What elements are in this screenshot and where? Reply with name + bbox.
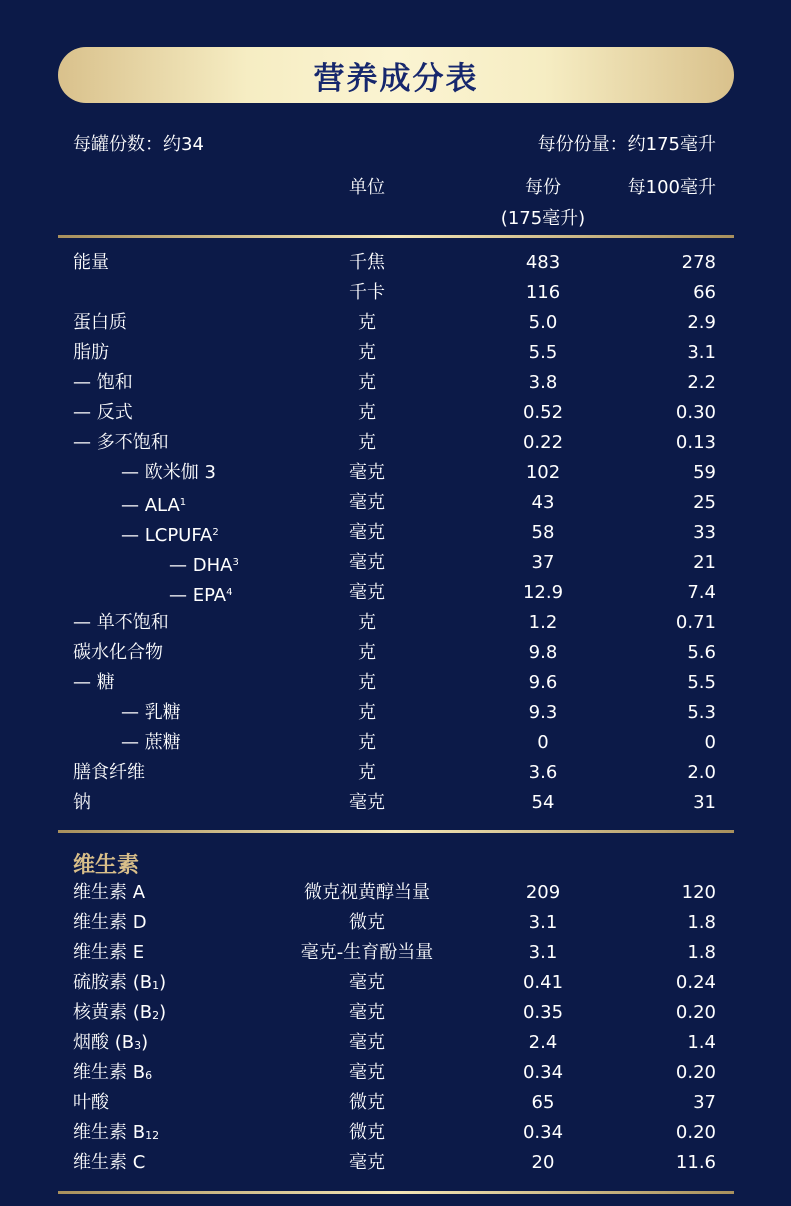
unit-cell: 千卡 xyxy=(349,282,385,303)
nutrient-name xyxy=(121,488,186,521)
nutrient-name xyxy=(73,998,166,1031)
nutrient-name-text: 维生素 D xyxy=(73,912,147,933)
header-per-serving: 每份 xyxy=(525,177,561,198)
nutrient-name xyxy=(73,908,147,938)
nutrient-name-text: — DHA xyxy=(169,555,233,576)
nutrient-name xyxy=(73,1088,109,1118)
nutrient-name-text: — EPA xyxy=(169,585,227,606)
per-100ml-cell: 11.6 xyxy=(675,1152,716,1173)
per-100ml-cell: 0.13 xyxy=(675,432,716,453)
unit-cell: 毫克 xyxy=(349,552,385,573)
nutrient-name xyxy=(121,518,219,551)
per-100ml-cell: 31 xyxy=(693,792,716,813)
servings-per-can: 每罐份数：约34 xyxy=(73,134,204,155)
per-serving-cell: 12.9 xyxy=(522,582,564,603)
vitamin-subscript: 3 xyxy=(134,1039,142,1052)
nutrient-name-text: — 糖 xyxy=(73,672,115,693)
per-100ml-cell: 66 xyxy=(693,282,716,303)
header-unit: 单位 xyxy=(349,177,385,198)
unit-cell: 毫克-生育酚当量 xyxy=(300,942,434,963)
per-serving-cell: 209 xyxy=(525,882,561,903)
vitamin-row xyxy=(0,1088,791,1118)
unit-cell: 毫克 xyxy=(349,1152,385,1173)
per-100ml-cell: 25 xyxy=(693,492,716,513)
nutrient-row xyxy=(0,488,791,518)
nutrient-name xyxy=(73,1118,159,1151)
nutrient-row xyxy=(0,308,791,338)
nutrient-row xyxy=(0,458,791,488)
nutrient-name-text: — ALA xyxy=(121,495,180,516)
per-serving-cell: 116 xyxy=(525,282,561,303)
nutrient-name-text: — 蔗糖 xyxy=(121,732,181,753)
per-serving-cell: 0 xyxy=(537,732,549,753)
unit-cell: 微克视黄醇当量 xyxy=(304,882,430,903)
nutrient-name-text: — 多不饱和 xyxy=(73,432,169,453)
nutrient-name-text: — LCPUFA xyxy=(121,525,213,546)
vitamin-row xyxy=(0,998,791,1028)
per-serving-cell: 0.22 xyxy=(522,432,564,453)
unit-cell: 毫克 xyxy=(349,582,385,603)
unit-cell: 毫克 xyxy=(349,1002,385,1023)
nutrient-name-text: 脂肪 xyxy=(73,342,109,363)
unit-cell: 微克 xyxy=(349,1122,385,1143)
nutrient-name-text: 能量 xyxy=(73,252,109,273)
per-serving-cell: 9.6 xyxy=(528,672,558,693)
nutrient-row xyxy=(0,548,791,578)
per-100ml-cell: 0 xyxy=(704,732,716,753)
unit-cell: 毫克 xyxy=(349,972,385,993)
per-100ml-cell: 1.4 xyxy=(687,1032,716,1053)
nutrient-row xyxy=(0,278,791,308)
nutrient-row xyxy=(0,248,791,278)
vitamin-row xyxy=(0,938,791,968)
nutrient-name xyxy=(73,248,109,278)
nutrient-name-text: 硫胺素 (B xyxy=(73,972,153,993)
nutrient-name xyxy=(73,1148,145,1178)
per-serving-cell: 0.52 xyxy=(522,402,564,423)
per-serving-cell: 20 xyxy=(531,1152,555,1173)
nutrient-name xyxy=(121,698,181,728)
per-serving-cell: 0.34 xyxy=(522,1122,564,1143)
nutrient-name xyxy=(73,668,115,698)
per-100ml-cell: 0.30 xyxy=(675,402,716,423)
per-serving-cell: 3.1 xyxy=(528,942,558,963)
nutrient-name-text: 烟酸 (B xyxy=(73,1032,135,1053)
vitamin-row xyxy=(0,1148,791,1178)
nutrient-name xyxy=(73,968,166,1001)
per-serving-cell: 3.6 xyxy=(528,762,558,783)
nutrient-name xyxy=(73,398,133,428)
nutrient-name-text: — 饱和 xyxy=(73,372,133,393)
serving-size: 每份份量：约175毫升 xyxy=(537,134,716,155)
nutrient-name xyxy=(73,308,127,338)
page-title: 营养成分表 xyxy=(313,60,479,97)
per-100ml-cell: 0.71 xyxy=(675,612,716,633)
per-serving-cell: 3.1 xyxy=(528,912,558,933)
nutrient-row xyxy=(0,398,791,428)
vitamin-row xyxy=(0,1118,791,1148)
vitamin-row xyxy=(0,878,791,908)
per-serving-cell: 102 xyxy=(525,462,561,483)
nutrient-name xyxy=(121,458,216,488)
nutrient-name xyxy=(73,878,145,908)
nutrient-name-text: 膳食纤维 xyxy=(73,762,145,783)
per-serving-cell: 58 xyxy=(531,522,555,543)
per-100ml-cell: 37 xyxy=(693,1092,716,1113)
unit-cell: 微克 xyxy=(349,1092,385,1113)
per-100ml-cell: 2.0 xyxy=(687,762,716,783)
per-100ml-cell: 120 xyxy=(681,882,716,903)
unit-cell: 克 xyxy=(358,732,376,753)
footnote-marker: 1 xyxy=(179,497,187,508)
per-100ml-cell: 5.5 xyxy=(687,672,716,693)
nutrient-name-text: — 单不饱和 xyxy=(73,612,169,633)
name-suffix: ) xyxy=(159,972,167,993)
per-serving-cell: 2.4 xyxy=(528,1032,558,1053)
name-suffix: ) xyxy=(141,1032,149,1053)
bottom-divider xyxy=(58,1191,734,1194)
title-banner xyxy=(58,47,734,103)
per-serving-cell: 65 xyxy=(531,1092,555,1113)
nutrient-row xyxy=(0,338,791,368)
unit-cell: 毫克 xyxy=(349,462,385,483)
vitamin-subscript: 6 xyxy=(145,1069,153,1082)
vitamin-row xyxy=(0,1058,791,1088)
nutrient-name xyxy=(73,1028,148,1061)
vitamin-row xyxy=(0,1028,791,1058)
nutrient-row xyxy=(0,728,791,758)
nutrient-name-text: — 反式 xyxy=(73,402,133,423)
header-per-100ml: 每100毫升 xyxy=(627,177,716,198)
nutrient-row xyxy=(0,668,791,698)
nutrient-name-text: — 欧米伽 3 xyxy=(121,462,216,483)
nutrient-name xyxy=(73,758,145,788)
nutrient-row xyxy=(0,428,791,458)
unit-cell: 克 xyxy=(358,762,376,783)
nutrient-row xyxy=(0,368,791,398)
nutrient-name-text: 蛋白质 xyxy=(73,312,127,333)
per-serving-cell: 483 xyxy=(525,252,561,273)
per-serving-cell: 0.41 xyxy=(522,972,564,993)
unit-cell: 克 xyxy=(358,702,376,723)
nutrient-name xyxy=(73,938,144,968)
per-100ml-cell: 0.20 xyxy=(675,1002,716,1023)
nutrient-name-text: 碳水化合物 xyxy=(73,642,163,663)
per-100ml-cell: 2.2 xyxy=(687,372,716,393)
unit-cell: 微克 xyxy=(349,912,385,933)
name-suffix: ) xyxy=(159,1002,167,1023)
per-100ml-cell: 2.9 xyxy=(687,312,716,333)
unit-cell: 克 xyxy=(358,372,376,393)
unit-cell: 克 xyxy=(358,672,376,693)
unit-cell: 克 xyxy=(358,312,376,333)
per-100ml-cell: 1.8 xyxy=(687,912,716,933)
per-serving-cell: 9.3 xyxy=(528,702,558,723)
unit-cell: 克 xyxy=(358,642,376,663)
nutrient-row xyxy=(0,638,791,668)
per-serving-cell: 37 xyxy=(531,552,555,573)
per-serving-cell: 43 xyxy=(531,492,555,513)
nutrient-name-text: 维生素 C xyxy=(73,1152,146,1173)
nutrient-name-text: 叶酸 xyxy=(73,1092,109,1113)
vitamin-section-title: 维生素 xyxy=(73,853,140,878)
per-100ml-cell: 7.4 xyxy=(687,582,716,603)
section-divider xyxy=(58,830,734,833)
nutrient-row xyxy=(0,788,791,818)
nutrient-name xyxy=(169,548,239,581)
nutrient-name-text: — 乳糖 xyxy=(121,702,181,723)
per-serving-cell: 3.8 xyxy=(528,372,558,393)
per-100ml-cell: 0.24 xyxy=(675,972,716,993)
per-100ml-cell: 278 xyxy=(681,252,716,273)
unit-cell: 克 xyxy=(358,612,376,633)
nutrient-name-text: 钠 xyxy=(73,792,91,813)
nutrient-name-text: 维生素 B xyxy=(73,1062,146,1083)
header-per-serving-note: (175毫升) xyxy=(500,208,586,229)
footnote-marker: 2 xyxy=(212,527,219,538)
per-100ml-cell: 33 xyxy=(693,522,716,543)
nutrient-row xyxy=(0,578,791,608)
per-100ml-cell: 1.8 xyxy=(687,942,716,963)
per-100ml-cell: 3.1 xyxy=(687,342,716,363)
nutrient-name xyxy=(73,788,91,818)
per-100ml-cell: 59 xyxy=(693,462,716,483)
per-serving-cell: 0.34 xyxy=(522,1062,564,1083)
nutrition-table xyxy=(0,248,791,818)
unit-cell: 毫克 xyxy=(349,1032,385,1053)
unit-cell: 克 xyxy=(358,342,376,363)
vitamin-table xyxy=(0,878,791,1178)
per-100ml-cell: 5.6 xyxy=(687,642,716,663)
nutrient-row xyxy=(0,518,791,548)
per-100ml-cell: 0.20 xyxy=(675,1062,716,1083)
per-serving-cell: 1.2 xyxy=(528,612,558,633)
vitamin-row xyxy=(0,908,791,938)
per-100ml-cell: 0.20 xyxy=(675,1122,716,1143)
nutrient-row xyxy=(0,758,791,788)
nutrient-name xyxy=(73,608,169,638)
vitamin-subscript: 12 xyxy=(145,1129,160,1142)
per-serving-cell: 9.8 xyxy=(528,642,558,663)
unit-cell: 克 xyxy=(358,402,376,423)
nutrient-name xyxy=(169,578,233,611)
per-100ml-cell: 21 xyxy=(693,552,716,573)
nutrient-name-text: 维生素 A xyxy=(73,882,146,903)
nutrient-name xyxy=(73,428,169,458)
vitamin-row xyxy=(0,968,791,998)
unit-cell: 毫克 xyxy=(349,522,385,543)
nutrient-row xyxy=(0,698,791,728)
unit-cell: 克 xyxy=(358,432,376,453)
nutrient-name-text: 维生素 B xyxy=(73,1122,146,1143)
per-serving-cell: 0.35 xyxy=(522,1002,564,1023)
per-serving-cell: 5.0 xyxy=(528,312,558,333)
unit-cell: 毫克 xyxy=(349,792,385,813)
nutrient-row xyxy=(0,608,791,638)
nutrient-name xyxy=(73,1058,152,1091)
nutrient-name xyxy=(73,368,133,398)
per-serving-cell: 5.5 xyxy=(528,342,558,363)
per-serving-cell: 54 xyxy=(531,792,555,813)
footnote-marker: 4 xyxy=(226,587,233,598)
nutrient-name-text: 维生素 E xyxy=(73,942,145,963)
unit-cell: 千焦 xyxy=(349,252,385,273)
nutrient-name xyxy=(73,338,109,368)
footnote-marker: 3 xyxy=(232,557,239,568)
vitamin-subscript: 2 xyxy=(152,1009,160,1022)
header-divider xyxy=(58,235,734,238)
unit-cell: 毫克 xyxy=(349,492,385,513)
nutrient-name xyxy=(73,638,163,668)
per-100ml-cell: 5.3 xyxy=(687,702,716,723)
nutrient-name-text: 核黄素 (B xyxy=(73,1002,153,1023)
vitamin-subscript: 1 xyxy=(152,979,160,992)
nutrient-name xyxy=(121,728,181,758)
unit-cell: 毫克 xyxy=(349,1062,385,1083)
